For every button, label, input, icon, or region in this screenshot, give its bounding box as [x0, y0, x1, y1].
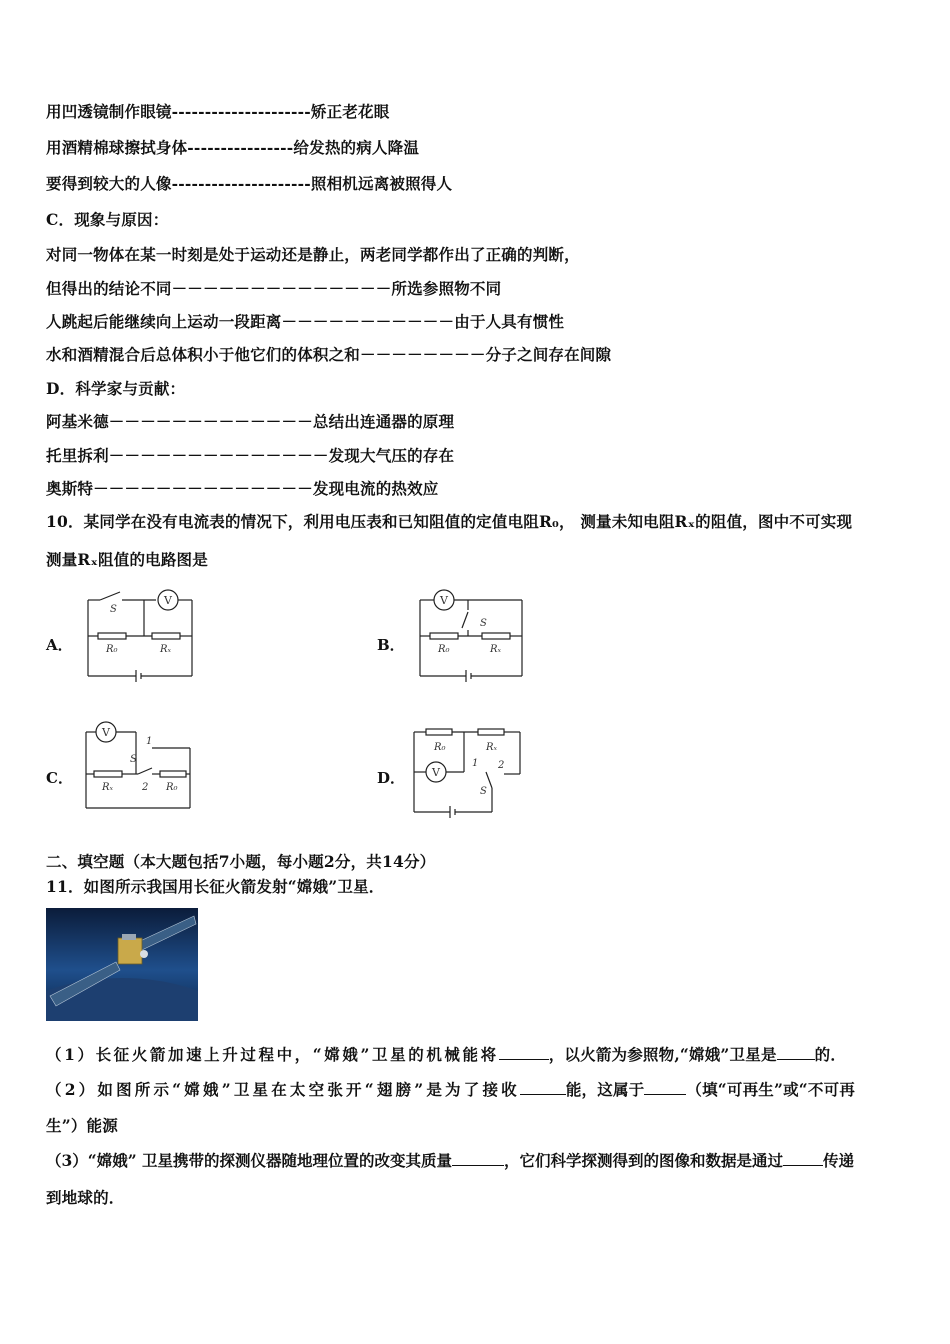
option-b-label: B．	[377, 636, 405, 654]
text-line-10: 阿基米德－－－－－－－－－－－－－总结出连通器的原理	[46, 412, 455, 431]
svg-text:S: S	[480, 786, 487, 797]
svg-text:Rₓ: Rₓ	[102, 782, 114, 793]
svg-text:V: V	[440, 594, 448, 607]
circuit-d	[408, 724, 528, 824]
text-line-12: 奥斯特－－－－－－－－－－－－－－发现电流的热效应	[46, 479, 439, 498]
svg-text:Rₓ: Rₓ	[160, 644, 172, 655]
svg-text:V: V	[164, 594, 172, 607]
q11-part-2: （2）如图所示“嫦娥”卫星在太空张开“翅膀”是为了接收 能，这属于 （填“可再生”或“不可再	[46, 1080, 856, 1099]
text-line-1: 用凹透镜制作眼镜---------------------矫正老花眼	[46, 102, 390, 121]
text-line-3: 要得到较大的人像---------------------照相机远离被照得人	[46, 174, 453, 193]
q11-part-2-cont: 生”）能源	[46, 1116, 118, 1135]
section-c-heading: C．现象与原因：	[46, 210, 169, 229]
svg-text:2: 2	[498, 760, 505, 771]
option-d-label: D．	[377, 769, 406, 787]
blank-3[interactable]	[520, 1080, 566, 1095]
svg-text:R₀: R₀	[434, 742, 446, 753]
circuit-b	[412, 588, 532, 688]
q11-part-1: （1）长征火箭加速上升过程中，“嫦娥”卫星的机械能将 ，以火箭为参照物,“嫦娥”卫星是 的．	[46, 1045, 847, 1064]
svg-text:S: S	[480, 618, 487, 629]
satellite-image	[46, 908, 198, 1021]
q11-part-3: （3）“嫦娥” 卫星携带的探测仪器随地理位置的改变其质量 ，它们科学探测得到的图像和数据是通过 传递	[46, 1151, 855, 1170]
option-c-label: C．	[46, 769, 73, 787]
q11-part-3-cont: 到地球的．	[46, 1188, 125, 1207]
svg-text:R₀: R₀	[166, 782, 178, 793]
svg-text:1: 1	[146, 736, 153, 747]
svg-text:V: V	[432, 766, 440, 779]
text-line-6: 但得出的结论不同－－－－－－－－－－－－－－所选参照物不同	[46, 279, 502, 298]
svg-text:V: V	[102, 726, 110, 739]
svg-text:S: S	[130, 754, 137, 765]
svg-text:Rₓ: Rₓ	[490, 644, 502, 655]
q11-title: 11．如图所示我国用长征火箭发射“嫦娥”卫星．	[46, 877, 385, 896]
svg-text:Rₓ: Rₓ	[486, 742, 498, 753]
svg-text:2: 2	[142, 782, 149, 793]
q10-line-2: 测量Rₓ阻值的电路图是	[46, 550, 208, 569]
circuit-a	[80, 588, 200, 688]
circuit-c	[80, 718, 200, 818]
text-line-2: 用酒精棉球擦拭身体----------------给发热的病人降温	[46, 138, 420, 157]
svg-text:R₀: R₀	[438, 644, 450, 655]
svg-text:1: 1	[472, 758, 479, 769]
section-d-heading: D．科学家与贡献：	[46, 379, 186, 398]
blank-4[interactable]	[644, 1080, 686, 1095]
text-line-11: 托里拆利－－－－－－－－－－－－－－发现大气压的存在	[46, 446, 455, 465]
blank-1[interactable]	[499, 1045, 549, 1060]
option-a-label: A．	[46, 636, 73, 654]
blank-2[interactable]	[777, 1045, 815, 1060]
text-line-5: 对同一物体在某一时刻是处于运动还是静止，两老同学都作出了正确的判断，	[46, 245, 580, 264]
text-line-7: 人跳起后能继续向上运动一段距离－－－－－－－－－－－由于人具有惯性	[46, 312, 565, 331]
svg-text:S: S	[110, 604, 117, 615]
text-line-8: 水和酒精混合后总体积小于他它们的体积之和－－－－－－－－分子之间存在间隙	[46, 345, 612, 364]
svg-text:R₀: R₀	[106, 644, 118, 655]
section-2-heading: 二、填空题（本大题包括7小题，每小题2分，共14分）	[46, 852, 436, 871]
blank-6[interactable]	[783, 1151, 823, 1166]
q10-line-1: 10．某同学在没有电流表的情况下，利用电压表和已知阻值的定值电阻R₀， 测量未知电阻Rₓ的阻值，图中不可实现	[46, 512, 853, 531]
blank-5[interactable]	[452, 1151, 504, 1166]
